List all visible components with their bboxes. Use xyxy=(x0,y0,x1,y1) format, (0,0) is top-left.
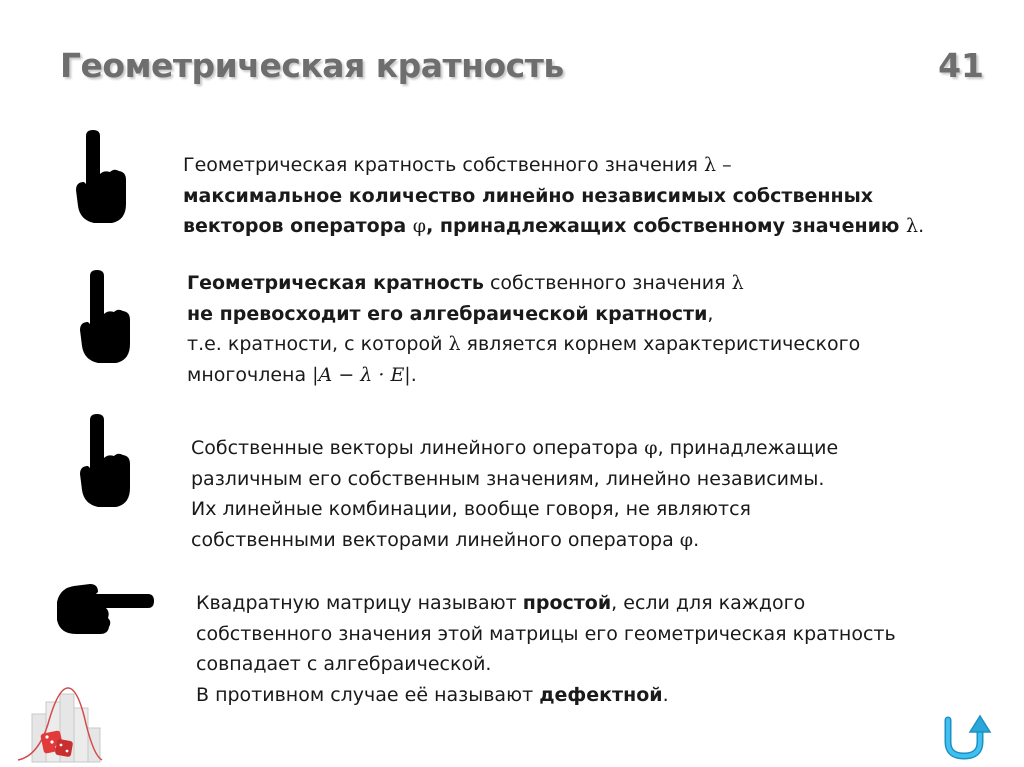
bold-text: Геометрическая кратность xyxy=(187,272,484,294)
bold-text: максимальное количество линейно независимых собственных xyxy=(183,184,874,207)
block2-line-3 xyxy=(187,329,860,360)
text: т.е. кратности, с которой xyxy=(187,333,449,355)
text-block-3 xyxy=(191,433,838,555)
return-arrow-icon[interactable] xyxy=(942,712,994,760)
slide-title: Геометрическая кратность xyxy=(60,46,564,85)
block3-line-3 xyxy=(191,494,838,525)
probability-dice-logo-icon xyxy=(14,684,104,764)
text: Собственные векторы линейного оператора xyxy=(191,437,645,459)
determinant-formula: |A − λ · E| xyxy=(312,363,411,386)
block1-line-2 xyxy=(183,181,924,212)
text: . xyxy=(662,683,669,706)
text: В противном случае её называют xyxy=(196,683,540,706)
text: Их линейные комбинации, вообще говоря, не являются xyxy=(191,498,751,520)
bold-text: , принадлежащих собственному значению xyxy=(426,215,907,237)
block3-line-2 xyxy=(191,464,838,495)
text-block-4 xyxy=(196,588,896,710)
text: . xyxy=(693,528,700,551)
phi-symbol: φ xyxy=(679,528,694,551)
text: . xyxy=(410,363,417,386)
text: , принадлежащие xyxy=(657,437,839,459)
text: Геометрическая кратность собственного значения xyxy=(183,154,705,176)
text: Квадратную матрицу называют xyxy=(196,592,523,614)
text-block-1 xyxy=(183,150,924,242)
text: собственными векторами линейного оператора xyxy=(191,528,680,551)
block4-line-4 xyxy=(196,680,896,711)
text: различным его собственным значениям, линейно независимы. xyxy=(191,467,825,490)
text: , если для каждого xyxy=(611,592,806,614)
text: совпадает с алгебраической. xyxy=(196,653,492,675)
pointing-up-hand-icon xyxy=(78,414,132,510)
block2-line-4 xyxy=(187,360,860,391)
page-number: 41 xyxy=(938,46,984,85)
lambda-symbol: λ xyxy=(731,272,744,294)
block1-line-1 xyxy=(183,150,924,181)
lambda-symbol: λ xyxy=(906,215,919,237)
lambda-symbol: λ – xyxy=(704,154,732,176)
block4-line-1 xyxy=(196,588,896,619)
bold-text: не превосходит его алгебраической кратности xyxy=(187,302,708,325)
phi-symbol: φ xyxy=(412,215,427,237)
block4-line-3 xyxy=(196,649,896,680)
text-block-2 xyxy=(187,268,860,390)
text: является корнем характеристического xyxy=(460,333,861,355)
text: собственного значения xyxy=(483,272,732,294)
text: , xyxy=(707,302,714,325)
text: многочлена xyxy=(187,363,313,386)
bold-text: простой xyxy=(522,592,612,614)
block2-line-1 xyxy=(187,268,860,299)
pointing-right-hand-icon xyxy=(54,584,154,638)
pointing-up-hand-icon xyxy=(74,130,128,226)
block4-line-2 xyxy=(196,619,896,650)
bold-text: дефектной xyxy=(539,683,663,706)
block2-line-2 xyxy=(187,299,860,330)
text: . xyxy=(918,215,925,237)
text: собственного значения этой матрицы его геометрическая кратность xyxy=(196,622,896,645)
block3-line-1 xyxy=(191,433,838,464)
block1-line-3 xyxy=(183,211,924,242)
phi-symbol: φ xyxy=(644,437,658,459)
block3-line-4 xyxy=(191,525,838,556)
bold-text: векторов оператора xyxy=(183,215,413,237)
lambda-symbol: λ xyxy=(448,333,461,355)
pointing-up-hand-icon xyxy=(78,270,132,366)
